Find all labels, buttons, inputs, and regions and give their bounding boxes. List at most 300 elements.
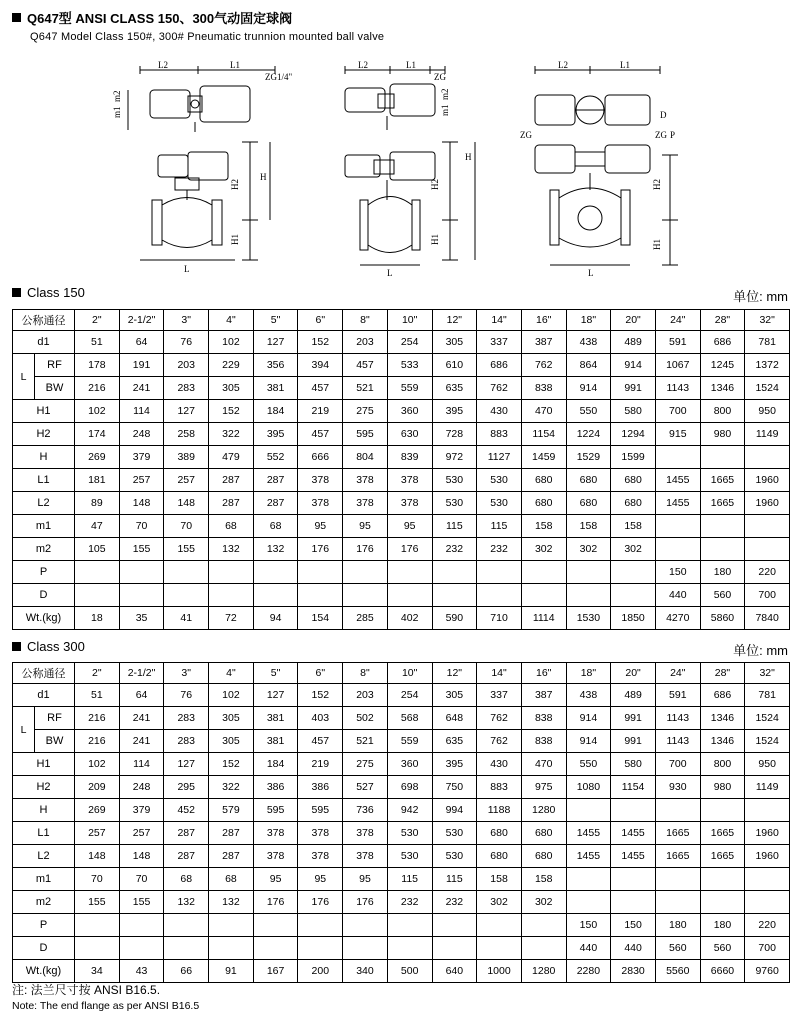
value-cell: 440 bbox=[611, 937, 656, 960]
value-cell bbox=[343, 937, 388, 960]
value-cell: 68 bbox=[164, 868, 209, 891]
valve-drawing-1 bbox=[100, 60, 300, 280]
value-cell: 1455 bbox=[611, 822, 656, 845]
d2-L1: L1 bbox=[406, 60, 416, 70]
value-cell: 180 bbox=[655, 914, 700, 937]
value-cell: 148 bbox=[164, 492, 209, 515]
header-size-cell: 10" bbox=[387, 663, 432, 684]
value-cell bbox=[164, 584, 209, 607]
value-cell bbox=[521, 937, 566, 960]
row-label-cell: P bbox=[13, 561, 75, 584]
value-cell bbox=[745, 891, 790, 914]
value-cell: 430 bbox=[477, 753, 522, 776]
d2-H1: H1 bbox=[430, 234, 440, 245]
header-size-cell: 8" bbox=[343, 310, 388, 331]
value-cell: 127 bbox=[253, 684, 298, 707]
header-label-cell: 公称通径 bbox=[13, 310, 75, 331]
value-cell: 132 bbox=[253, 538, 298, 561]
row-label-cell: H2 bbox=[13, 423, 75, 446]
table-row bbox=[13, 937, 790, 960]
header-size-cell: 8" bbox=[343, 663, 388, 684]
value-cell: 176 bbox=[253, 891, 298, 914]
value-cell: 838 bbox=[521, 707, 566, 730]
value-cell: 680 bbox=[477, 845, 522, 868]
value-cell: 530 bbox=[432, 822, 477, 845]
value-cell: 379 bbox=[119, 446, 164, 469]
value-cell: 378 bbox=[387, 469, 432, 492]
header-size-cell: 12" bbox=[432, 310, 477, 331]
value-cell bbox=[700, 538, 745, 561]
value-cell: 502 bbox=[343, 707, 388, 730]
value-cell: 457 bbox=[298, 423, 343, 446]
value-cell: 381 bbox=[253, 707, 298, 730]
value-cell: 591 bbox=[655, 331, 700, 354]
value-cell: 395 bbox=[432, 753, 477, 776]
value-cell: 378 bbox=[253, 845, 298, 868]
value-cell: 378 bbox=[298, 822, 343, 845]
d1-H: H bbox=[260, 172, 267, 182]
value-cell: 7840 bbox=[745, 607, 790, 630]
value-cell: 864 bbox=[566, 354, 611, 377]
value-cell: 387 bbox=[521, 331, 566, 354]
value-cell bbox=[432, 584, 477, 607]
header-size-cell: 28" bbox=[700, 663, 745, 684]
d1-L2: L2 bbox=[158, 60, 168, 70]
value-cell: 438 bbox=[566, 684, 611, 707]
d1-m2: m2 bbox=[112, 90, 122, 102]
value-cell bbox=[566, 868, 611, 891]
value-cell: 1188 bbox=[477, 799, 522, 822]
value-cell: 991 bbox=[611, 377, 656, 400]
title-block bbox=[12, 8, 384, 43]
header-label-cell: 公称通径 bbox=[13, 663, 75, 684]
value-cell: 158 bbox=[521, 868, 566, 891]
value-cell: 176 bbox=[343, 538, 388, 561]
value-cell: 203 bbox=[164, 354, 209, 377]
header-size-cell: 10" bbox=[387, 310, 432, 331]
row-label-cell: Wt.(kg) bbox=[13, 960, 75, 983]
value-cell bbox=[566, 799, 611, 822]
row-label-cell: m2 bbox=[13, 538, 75, 561]
value-cell: 102 bbox=[75, 400, 120, 423]
value-cell: 500 bbox=[387, 960, 432, 983]
value-cell: 4270 bbox=[655, 607, 700, 630]
row-label-cell: L1 bbox=[13, 822, 75, 845]
value-cell: 248 bbox=[119, 776, 164, 799]
value-cell: 1960 bbox=[745, 492, 790, 515]
value-cell: 64 bbox=[119, 684, 164, 707]
d3-H1: H1 bbox=[652, 239, 662, 250]
value-cell: 232 bbox=[432, 538, 477, 561]
row-label-cell: P bbox=[13, 914, 75, 937]
value-cell: 728 bbox=[432, 423, 477, 446]
value-cell: 630 bbox=[387, 423, 432, 446]
value-cell: 386 bbox=[253, 776, 298, 799]
value-cell: 839 bbox=[387, 446, 432, 469]
d1-L: L bbox=[184, 264, 190, 274]
value-cell: 18 bbox=[75, 607, 120, 630]
value-cell: 457 bbox=[298, 377, 343, 400]
value-cell: 283 bbox=[164, 730, 209, 753]
table-row bbox=[13, 822, 790, 845]
title-en: Q647 Model Class 150#, 300# Pneumatic trunnion mounted ball valve bbox=[30, 31, 385, 43]
valve-drawing-3 bbox=[520, 60, 720, 280]
value-cell: 1599 bbox=[611, 446, 656, 469]
value-cell bbox=[387, 937, 432, 960]
value-cell: 1529 bbox=[566, 446, 611, 469]
table-row bbox=[13, 891, 790, 914]
value-cell: 914 bbox=[566, 730, 611, 753]
d3-ZG2: ZG bbox=[655, 130, 667, 140]
value-cell: 972 bbox=[432, 446, 477, 469]
header-size-cell: 3" bbox=[164, 310, 209, 331]
value-cell bbox=[611, 561, 656, 584]
value-cell bbox=[477, 561, 522, 584]
valve-drawings bbox=[100, 60, 720, 280]
row-label-cell: BW bbox=[35, 730, 75, 753]
value-cell bbox=[75, 937, 120, 960]
value-cell: 115 bbox=[387, 868, 432, 891]
value-cell bbox=[298, 584, 343, 607]
d1-m1: m1 bbox=[112, 106, 122, 118]
value-cell: 105 bbox=[75, 538, 120, 561]
bullet-square-icon bbox=[12, 288, 21, 297]
value-cell: 530 bbox=[432, 845, 477, 868]
value-cell: 115 bbox=[477, 515, 522, 538]
value-cell: 287 bbox=[253, 492, 298, 515]
class300-unit: 单位: mm bbox=[733, 643, 788, 658]
value-cell: 51 bbox=[75, 331, 120, 354]
value-cell: 337 bbox=[477, 331, 522, 354]
value-cell: 191 bbox=[119, 354, 164, 377]
value-cell bbox=[432, 914, 477, 937]
table-row bbox=[13, 730, 790, 753]
value-cell: 378 bbox=[343, 845, 388, 868]
value-cell: 180 bbox=[700, 561, 745, 584]
value-cell: 148 bbox=[119, 492, 164, 515]
value-cell: 680 bbox=[477, 822, 522, 845]
value-cell: 70 bbox=[119, 515, 164, 538]
header-size-cell: 18" bbox=[566, 663, 611, 684]
value-cell: 700 bbox=[745, 937, 790, 960]
value-cell: 1455 bbox=[655, 469, 700, 492]
value-cell bbox=[700, 446, 745, 469]
header-size-cell: 4" bbox=[209, 310, 254, 331]
class150-heading: Class 150 bbox=[27, 285, 85, 300]
table-row bbox=[13, 423, 790, 446]
value-cell: 287 bbox=[164, 822, 209, 845]
value-cell: 527 bbox=[343, 776, 388, 799]
value-cell: 220 bbox=[745, 561, 790, 584]
value-cell: 155 bbox=[119, 538, 164, 561]
value-cell: 762 bbox=[477, 730, 522, 753]
table-row bbox=[13, 799, 790, 822]
value-cell bbox=[209, 561, 254, 584]
value-cell bbox=[745, 538, 790, 561]
value-cell bbox=[164, 937, 209, 960]
value-cell: 176 bbox=[343, 891, 388, 914]
value-cell: 152 bbox=[298, 684, 343, 707]
value-cell: 1346 bbox=[700, 730, 745, 753]
value-cell: 181 bbox=[75, 469, 120, 492]
value-cell bbox=[253, 937, 298, 960]
value-cell: 9760 bbox=[745, 960, 790, 983]
value-cell: 114 bbox=[119, 753, 164, 776]
value-cell: 762 bbox=[477, 377, 522, 400]
value-cell: 184 bbox=[253, 400, 298, 423]
table-row bbox=[13, 776, 790, 799]
value-cell bbox=[343, 914, 388, 937]
value-cell: 305 bbox=[209, 730, 254, 753]
value-cell: 1459 bbox=[521, 446, 566, 469]
value-cell: 470 bbox=[521, 753, 566, 776]
d3-H2: H2 bbox=[652, 179, 662, 190]
value-cell: 686 bbox=[477, 354, 522, 377]
value-cell bbox=[253, 561, 298, 584]
value-cell: 148 bbox=[119, 845, 164, 868]
value-cell: 5560 bbox=[655, 960, 700, 983]
value-cell: 530 bbox=[432, 469, 477, 492]
value-cell: 269 bbox=[75, 799, 120, 822]
value-cell: 914 bbox=[566, 707, 611, 730]
value-cell: 378 bbox=[298, 492, 343, 515]
value-cell: 580 bbox=[611, 753, 656, 776]
value-cell: 302 bbox=[521, 891, 566, 914]
value-cell: 610 bbox=[432, 354, 477, 377]
value-cell bbox=[75, 584, 120, 607]
header-size-cell: 5" bbox=[253, 663, 298, 684]
value-cell: 381 bbox=[253, 377, 298, 400]
value-cell: 283 bbox=[164, 377, 209, 400]
value-cell: 595 bbox=[253, 799, 298, 822]
value-cell: 305 bbox=[432, 331, 477, 354]
value-cell: 980 bbox=[700, 423, 745, 446]
l-group-label: L bbox=[13, 354, 35, 400]
value-cell bbox=[611, 799, 656, 822]
value-cell: 305 bbox=[432, 684, 477, 707]
value-cell bbox=[745, 515, 790, 538]
class300-heading-row bbox=[12, 639, 85, 654]
value-cell: 158 bbox=[611, 515, 656, 538]
value-cell: 550 bbox=[566, 753, 611, 776]
value-cell: 152 bbox=[209, 753, 254, 776]
title-cn-row bbox=[12, 8, 384, 27]
value-cell bbox=[387, 584, 432, 607]
value-cell: 132 bbox=[209, 538, 254, 561]
value-cell: 94 bbox=[253, 607, 298, 630]
value-cell: 1960 bbox=[745, 469, 790, 492]
value-cell: 43 bbox=[119, 960, 164, 983]
value-cell: 2280 bbox=[566, 960, 611, 983]
value-cell: 1530 bbox=[566, 607, 611, 630]
value-cell: 216 bbox=[75, 730, 120, 753]
value-cell: 322 bbox=[209, 423, 254, 446]
value-cell: 489 bbox=[611, 331, 656, 354]
value-cell: 883 bbox=[477, 423, 522, 446]
value-cell: 686 bbox=[700, 331, 745, 354]
value-cell: 1960 bbox=[745, 822, 790, 845]
value-cell: 302 bbox=[521, 538, 566, 561]
value-cell bbox=[521, 914, 566, 937]
row-label-cell: H bbox=[13, 799, 75, 822]
value-cell: 258 bbox=[164, 423, 209, 446]
title-cn: Q647型 ANSI CLASS 150、300气动固定球阀 bbox=[27, 11, 293, 26]
value-cell: 698 bbox=[387, 776, 432, 799]
value-cell bbox=[745, 799, 790, 822]
value-cell: 152 bbox=[298, 331, 343, 354]
table-row bbox=[13, 584, 790, 607]
value-cell: 595 bbox=[343, 423, 388, 446]
value-cell: 402 bbox=[387, 607, 432, 630]
value-cell bbox=[75, 914, 120, 937]
value-cell: 70 bbox=[75, 868, 120, 891]
value-cell bbox=[655, 446, 700, 469]
value-cell: 241 bbox=[119, 730, 164, 753]
value-cell: 68 bbox=[253, 515, 298, 538]
value-cell: 275 bbox=[343, 400, 388, 423]
value-cell bbox=[119, 584, 164, 607]
value-cell: 994 bbox=[432, 799, 477, 822]
class150-heading-row bbox=[12, 285, 85, 300]
value-cell: 1665 bbox=[700, 845, 745, 868]
value-cell: 283 bbox=[164, 707, 209, 730]
value-cell: 568 bbox=[387, 707, 432, 730]
value-cell: 158 bbox=[521, 515, 566, 538]
value-cell: 340 bbox=[343, 960, 388, 983]
note-en: Note: The end flange as per ANSI B16.5 bbox=[12, 1000, 200, 1012]
d1-H2: H2 bbox=[230, 179, 240, 190]
value-cell: 1524 bbox=[745, 707, 790, 730]
value-cell: 89 bbox=[75, 492, 120, 515]
value-cell bbox=[119, 561, 164, 584]
value-cell: 1280 bbox=[521, 960, 566, 983]
d2-ZG: ZG bbox=[434, 72, 446, 82]
value-cell: 154 bbox=[298, 607, 343, 630]
value-cell bbox=[521, 584, 566, 607]
value-cell bbox=[387, 914, 432, 937]
value-cell: 176 bbox=[387, 538, 432, 561]
value-cell: 378 bbox=[253, 822, 298, 845]
value-cell: 287 bbox=[253, 469, 298, 492]
value-cell: 257 bbox=[119, 822, 164, 845]
value-cell: 781 bbox=[745, 331, 790, 354]
table-row bbox=[13, 515, 790, 538]
d2-m1: m1 bbox=[440, 104, 450, 116]
d3-L2: L2 bbox=[558, 60, 568, 70]
row-label-cell: L1 bbox=[13, 469, 75, 492]
d1-ZG: ZG1/4" bbox=[265, 72, 293, 82]
value-cell: 115 bbox=[432, 868, 477, 891]
value-cell: 115 bbox=[432, 515, 477, 538]
valve-drawing-2 bbox=[330, 60, 520, 280]
value-cell bbox=[566, 561, 611, 584]
value-cell: 700 bbox=[655, 753, 700, 776]
value-cell: 269 bbox=[75, 446, 120, 469]
row-label-cell: Wt.(kg) bbox=[13, 607, 75, 630]
value-cell bbox=[343, 584, 388, 607]
value-cell: 980 bbox=[700, 776, 745, 799]
value-cell bbox=[611, 868, 656, 891]
value-cell: 360 bbox=[387, 753, 432, 776]
value-cell bbox=[700, 891, 745, 914]
value-cell: 127 bbox=[253, 331, 298, 354]
table-row bbox=[13, 753, 790, 776]
value-cell: 1524 bbox=[745, 730, 790, 753]
row-label-cell: d1 bbox=[13, 684, 75, 707]
value-cell: 1080 bbox=[566, 776, 611, 799]
value-cell: 1143 bbox=[655, 730, 700, 753]
value-cell: 356 bbox=[253, 354, 298, 377]
value-cell: 389 bbox=[164, 446, 209, 469]
d3-L: L bbox=[588, 268, 594, 278]
value-cell: 158 bbox=[566, 515, 611, 538]
value-cell: 257 bbox=[119, 469, 164, 492]
value-cell: 438 bbox=[566, 331, 611, 354]
value-cell: 762 bbox=[477, 707, 522, 730]
d3-D: D bbox=[660, 110, 667, 120]
row-label-cell: m2 bbox=[13, 891, 75, 914]
header-size-cell: 4" bbox=[209, 663, 254, 684]
d1-H1: H1 bbox=[230, 234, 240, 245]
value-cell: 530 bbox=[477, 469, 522, 492]
value-cell: 68 bbox=[209, 868, 254, 891]
value-cell: 95 bbox=[343, 868, 388, 891]
value-cell: 6660 bbox=[700, 960, 745, 983]
value-cell: 1224 bbox=[566, 423, 611, 446]
value-cell: 560 bbox=[655, 937, 700, 960]
value-cell: 102 bbox=[209, 331, 254, 354]
value-cell: 930 bbox=[655, 776, 700, 799]
value-cell: 736 bbox=[343, 799, 388, 822]
value-cell: 148 bbox=[75, 845, 120, 868]
value-cell: 680 bbox=[521, 822, 566, 845]
d2-L2: L2 bbox=[358, 60, 368, 70]
value-cell: 91 bbox=[209, 960, 254, 983]
header-size-cell: 14" bbox=[477, 310, 522, 331]
value-cell bbox=[655, 799, 700, 822]
value-cell: 41 bbox=[164, 607, 209, 630]
header-size-cell: 3" bbox=[164, 663, 209, 684]
value-cell bbox=[75, 561, 120, 584]
value-cell: 680 bbox=[611, 492, 656, 515]
value-cell: 155 bbox=[164, 538, 209, 561]
value-cell: 580 bbox=[611, 400, 656, 423]
row-label-cell: H1 bbox=[13, 400, 75, 423]
class300-heading: Class 300 bbox=[27, 639, 85, 654]
header-size-cell: 24" bbox=[655, 310, 700, 331]
value-cell: 530 bbox=[477, 492, 522, 515]
value-cell: 762 bbox=[521, 354, 566, 377]
row-label-cell: RF bbox=[35, 707, 75, 730]
value-cell: 220 bbox=[745, 914, 790, 937]
table-header-row bbox=[13, 663, 790, 684]
value-cell: 1455 bbox=[611, 845, 656, 868]
table-row bbox=[13, 354, 790, 377]
value-cell bbox=[477, 937, 522, 960]
row-label-cell: BW bbox=[35, 377, 75, 400]
value-cell: 152 bbox=[209, 400, 254, 423]
value-cell bbox=[477, 914, 522, 937]
header-size-cell: 14" bbox=[477, 663, 522, 684]
value-cell: 66 bbox=[164, 960, 209, 983]
value-cell: 635 bbox=[432, 377, 477, 400]
value-cell: 378 bbox=[343, 469, 388, 492]
value-cell: 150 bbox=[611, 914, 656, 937]
header-size-cell: 2-1/2" bbox=[119, 663, 164, 684]
value-cell: 942 bbox=[387, 799, 432, 822]
value-cell: 232 bbox=[477, 538, 522, 561]
value-cell: 452 bbox=[164, 799, 209, 822]
